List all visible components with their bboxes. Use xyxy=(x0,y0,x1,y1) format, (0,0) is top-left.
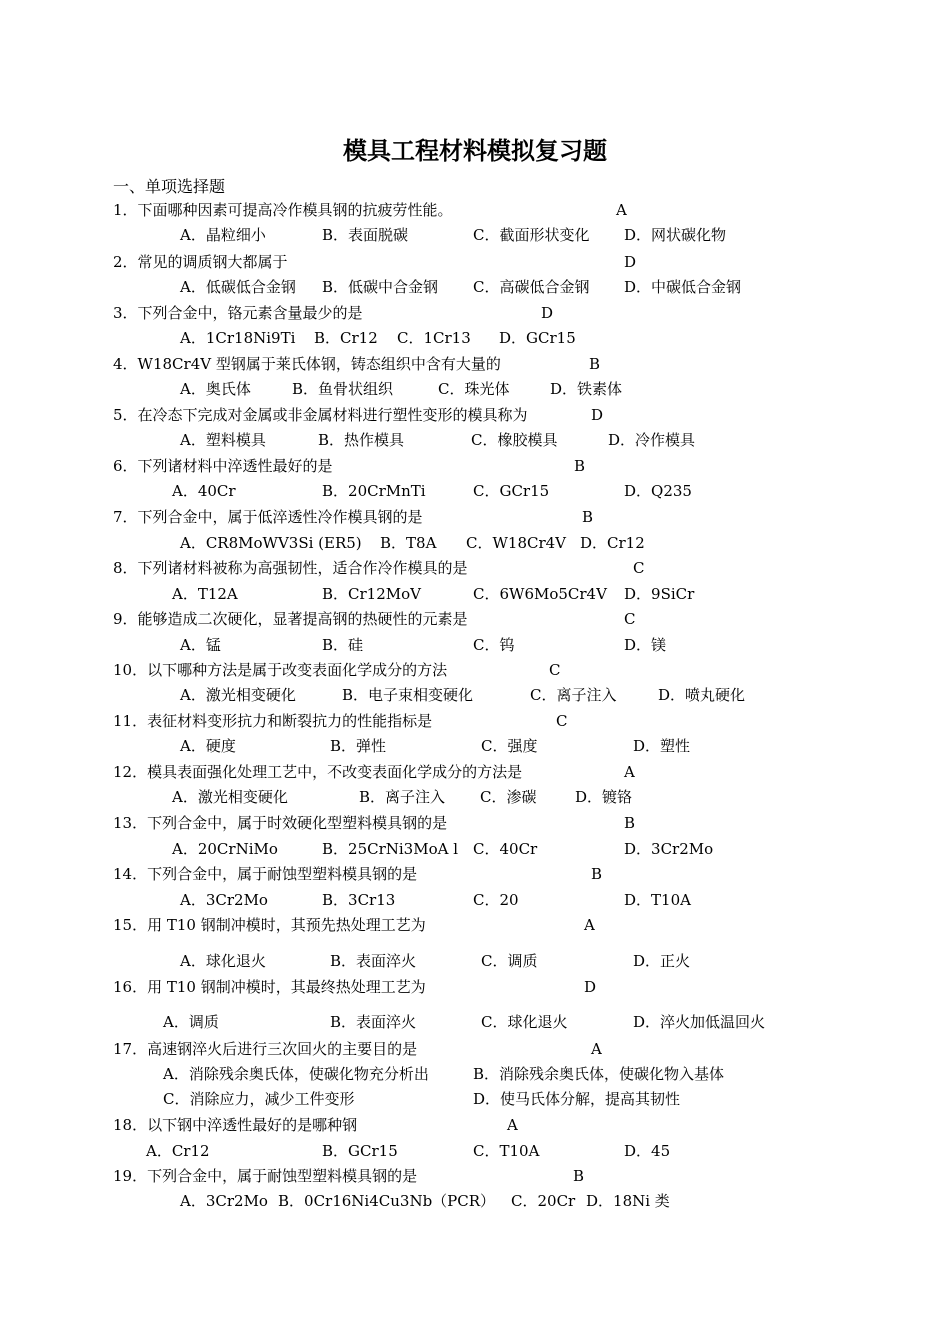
question-stem: 7．下列合金中，属于低淬透性冷作模具钢的是 xyxy=(113,508,423,526)
option-text: A．Cr12 xyxy=(146,1142,210,1160)
option-text: C．20 xyxy=(473,891,519,909)
option-text: A．奥氏体 xyxy=(180,380,251,398)
option-text: C．橡胶模具 xyxy=(471,431,558,449)
option-text: A．球化退火 xyxy=(180,952,266,970)
answer-key: C xyxy=(549,661,561,679)
option-text: D．45 xyxy=(624,1142,671,1160)
option-text: A．40Cr xyxy=(172,482,236,500)
option-text: A．激光相变硬化 xyxy=(180,686,296,704)
option-text: B．低碳中合金钢 xyxy=(322,278,439,296)
option-text: D．塑性 xyxy=(633,737,691,755)
option-text: D．Cr12 xyxy=(580,534,645,552)
option-text: D．GCr15 xyxy=(499,329,576,347)
question-stem: 8．下列诸材料被称为高强韧性，适合作冷作模具的是 xyxy=(113,559,468,577)
option-text: B．表面淬火 xyxy=(330,952,417,970)
option-text: B．表面脱碳 xyxy=(322,226,409,244)
option-text: B．消除残余奥氏体，使碳化物入基体 xyxy=(473,1065,725,1083)
option-text: D．3Cr2Mo xyxy=(624,840,714,858)
option-text: D．Q235 xyxy=(624,482,692,500)
answer-key: B xyxy=(573,1167,585,1185)
option-text: D．使马氏体分解，提高其韧性 xyxy=(473,1090,681,1108)
page-title: 模具工程材料模拟复习题 xyxy=(343,137,607,165)
question-stem: 13．下列合金中，属于时效硬化型塑料模具钢的是 xyxy=(113,814,448,832)
answer-key: D xyxy=(584,978,597,996)
option-text: B．0Cr16Ni4Cu3Nb（PCR） xyxy=(278,1192,496,1210)
answer-key: A xyxy=(624,763,635,781)
answer-key: B xyxy=(624,814,636,832)
option-text: D．T10A xyxy=(624,891,691,909)
option-text: C．1Cr13 xyxy=(397,329,471,347)
option-text: C．高碳低合金钢 xyxy=(473,278,590,296)
option-text: B．电子束相变硬化 xyxy=(342,686,474,704)
option-text: A．低碳低合金钢 xyxy=(180,278,296,296)
option-text: C．强度 xyxy=(481,737,538,755)
option-text: A．硬度 xyxy=(180,737,236,755)
question-stem: 2．常见的调质钢大都属于 xyxy=(113,253,288,271)
option-text: A．激光相变硬化 xyxy=(172,788,288,806)
option-text: C．T10A xyxy=(473,1142,540,1160)
answer-key: C xyxy=(556,712,568,730)
section-heading: 一、单项选择题 xyxy=(113,177,226,196)
option-text: C．40Cr xyxy=(473,840,538,858)
question-stem: 3．下列合金中，铬元素含量最少的是 xyxy=(113,304,363,322)
answer-key: C xyxy=(624,610,636,628)
option-text: B．离子注入 xyxy=(359,788,446,806)
option-text: C．GCr15 xyxy=(473,482,550,500)
option-text: B．弹性 xyxy=(330,737,387,755)
option-text: D．镀铬 xyxy=(575,788,633,806)
option-text: B．热作模具 xyxy=(318,431,405,449)
option-text: C．截面形状变化 xyxy=(473,226,590,244)
option-text: D．冷作模具 xyxy=(608,431,696,449)
option-text: D．淬火加低温回火 xyxy=(633,1013,766,1031)
question-stem: 5．在冷态下完成对金属或非金属材料进行塑性变形的模具称为 xyxy=(113,406,528,424)
option-text: B．表面淬火 xyxy=(330,1013,417,1031)
question-stem: 9．能够造成二次硬化，显著提高钢的热硬性的元素是 xyxy=(113,610,468,628)
question-stem: 11．表征材料变形抗力和断裂抗力的性能指标是 xyxy=(113,712,433,730)
option-text: D．喷丸硬化 xyxy=(658,686,746,704)
option-text: A．3Cr2Mo xyxy=(180,891,268,909)
option-text: A．消除残余奥氏体，使碳化物充分析出 xyxy=(163,1065,429,1083)
option-text: C．球化退火 xyxy=(481,1013,568,1031)
option-text: B．3Cr13 xyxy=(322,891,396,909)
answer-key: A xyxy=(507,1116,518,1134)
option-text: B．GCr15 xyxy=(322,1142,398,1160)
option-text: C．钨 xyxy=(473,636,515,654)
answer-key: B xyxy=(574,457,586,475)
option-text: D．铁素体 xyxy=(550,380,623,398)
answer-key: D xyxy=(591,406,604,424)
answer-key: A xyxy=(584,916,595,934)
answer-key: A xyxy=(591,1040,602,1058)
option-text: B．Cr12 xyxy=(314,329,378,347)
question-stem: 19．下列合金中，属于耐蚀型塑料模具钢的是 xyxy=(113,1167,418,1185)
option-text: A．1Cr18Ni9Ti xyxy=(180,329,296,347)
question-stem: 17．高速钢淬火后进行三次回火的主要目的是 xyxy=(113,1040,418,1058)
option-text: D．镁 xyxy=(624,636,667,654)
option-text: C．W18Cr4V xyxy=(466,534,567,552)
option-text: C．离子注入 xyxy=(530,686,617,704)
option-text: D．18Ni 类 xyxy=(586,1192,670,1210)
option-text: D．正火 xyxy=(633,952,691,970)
option-text: C．渗碳 xyxy=(480,788,537,806)
question-stem: 1．下面哪种因素可提高冷作模具钢的抗疲劳性能。 xyxy=(113,201,453,219)
answer-key: D xyxy=(541,304,554,322)
option-text: A．3Cr2Mo xyxy=(180,1192,268,1210)
option-text: D．9SiCr xyxy=(624,585,695,603)
question-stem: 14．下列合金中，属于耐蚀型塑料模具钢的是 xyxy=(113,865,418,883)
question-stem: 18．以下钢中淬透性最好的是哪种钢 xyxy=(113,1116,358,1134)
option-text: D．中碳低合金钢 xyxy=(624,278,742,296)
option-text: A．20CrNiMo xyxy=(172,840,278,858)
answer-key: B xyxy=(591,865,603,883)
answer-key: D xyxy=(624,253,637,271)
question-stem: 16．用 T10 钢制冲模时，其最终热处理工艺为 xyxy=(113,978,426,996)
option-text: C．调质 xyxy=(481,952,538,970)
question-stem: 15．用 T10 钢制冲模时，其预先热处理工艺为 xyxy=(113,916,426,934)
option-text: C．消除应力，减少工件变形 xyxy=(163,1090,355,1108)
option-text: B．鱼骨状组织 xyxy=(292,380,394,398)
option-text: A．调质 xyxy=(163,1013,219,1031)
option-text: A．塑料模具 xyxy=(180,431,266,449)
option-text: C．6W6Mo5Cr4V xyxy=(473,585,607,603)
question-stem: 12．模具表面强化处理工艺中，不改变表面化学成分的方法是 xyxy=(113,763,523,781)
option-text: C．20Cr xyxy=(511,1192,576,1210)
answer-key: B xyxy=(589,355,601,373)
option-text: C．珠光体 xyxy=(438,380,510,398)
question-stem: 6．下列诸材料中淬透性最好的是 xyxy=(113,457,333,475)
question-stem: 10．以下哪种方法是属于改变表面化学成分的方法 xyxy=(113,661,448,679)
option-text: B．T8A xyxy=(380,534,437,552)
option-text: A．晶粒细小 xyxy=(180,226,266,244)
option-text: A．T12A xyxy=(172,585,238,603)
question-stem: 4．W18Cr4V 型钢属于莱氏体钢，铸态组织中含有大量的 xyxy=(113,355,501,373)
option-text: B．25CrNi3MoA l xyxy=(322,840,459,858)
answer-key: C xyxy=(633,559,645,577)
option-text: A．锰 xyxy=(180,636,221,654)
option-text: B．Cr12MoV xyxy=(322,585,421,603)
option-text: A．CR8MoWV3Si (ER5) xyxy=(180,534,362,552)
option-text: B．硅 xyxy=(322,636,364,654)
option-text: D．网状碳化物 xyxy=(624,226,727,244)
answer-key: B xyxy=(582,508,594,526)
option-text: B．20CrMnTi xyxy=(322,482,426,500)
answer-key: A xyxy=(616,201,627,219)
